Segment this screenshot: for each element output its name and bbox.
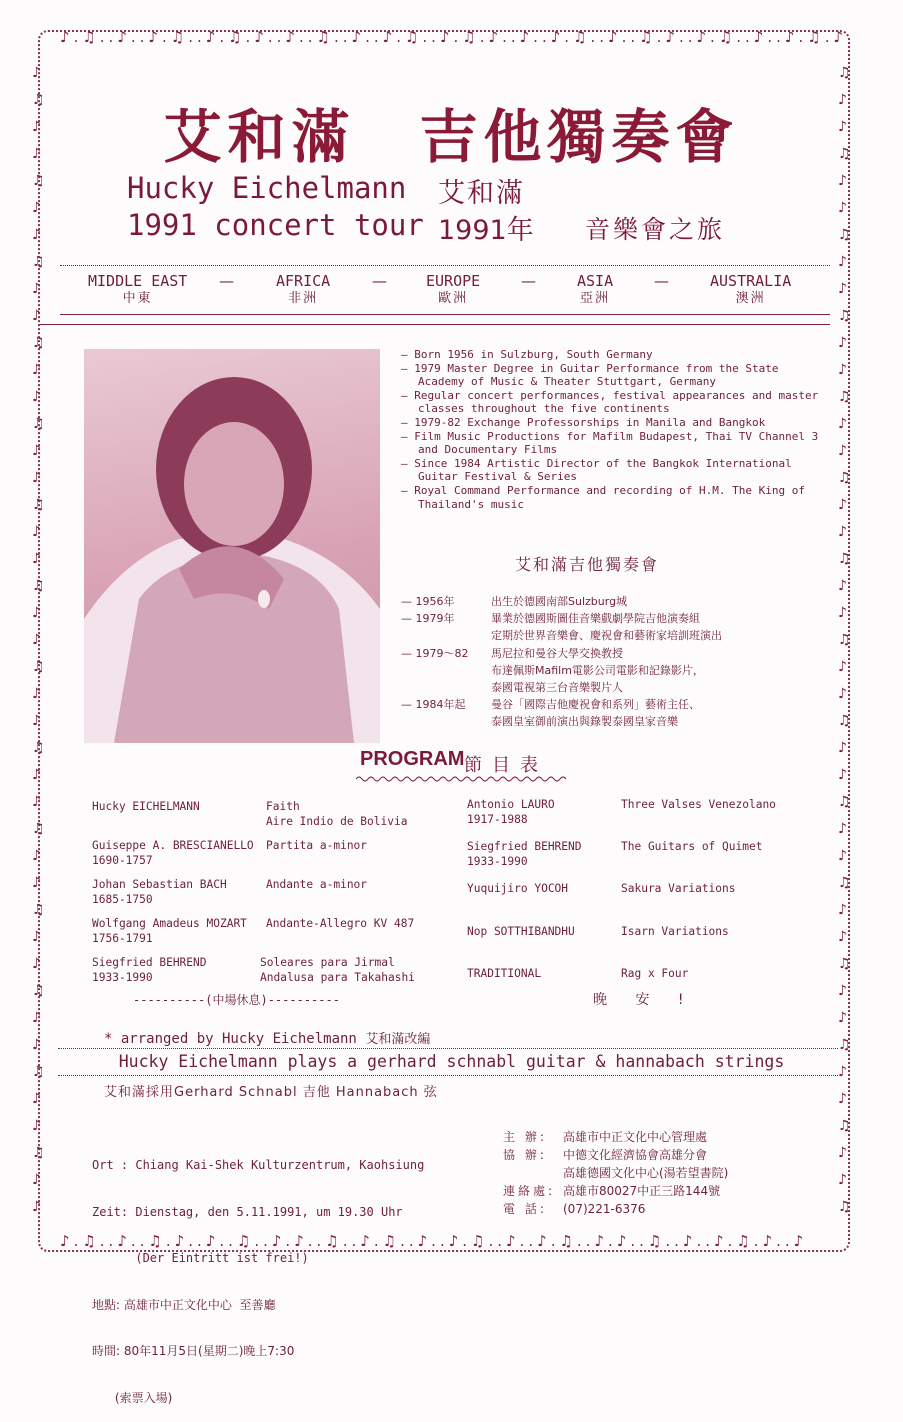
bio-zh-text: 布達佩斯Mafilm電影公司電影和記錄影片， — [491, 663, 704, 677]
divider — [58, 1075, 838, 1076]
artist-photo — [84, 349, 380, 743]
program-heading-zh: 節目表 — [464, 755, 548, 776]
organizer-value: 高雄德國文化中心(湯若望書院) — [563, 1166, 729, 1180]
program-piece: Soleares para Jirmal Andalusa para Takahashi — [260, 956, 415, 984]
music-notes-bottom-border: ♪.♫..♪..♫.♪..♪..♫..♪.♪..♫..♪.♫..♪..♪.♫..♪..♪.♫..♪.♪..♫..♪..♪.♫.♪..♪ — [60, 1232, 808, 1250]
region-separator: — — [219, 272, 234, 290]
organizer-key: 連絡處: — [503, 1184, 556, 1198]
program-composer: Hucky EICHELMANN — [92, 800, 200, 813]
bio-zh-year — [401, 662, 491, 679]
venue-info — [92, 1127, 424, 1422]
region-label: AUSTRALIA — [710, 272, 792, 290]
organizer-key: 協 辦: — [503, 1148, 547, 1162]
region-separator: — — [372, 272, 387, 290]
bio-zh-text: 曼谷「國際吉他慶祝會和系列」藝術主任、 — [491, 698, 700, 712]
program-piece: Rag x Four — [621, 967, 689, 980]
wavy-underline — [356, 775, 568, 783]
bio-zh-text: 出生於德國南部Sulzburg城 — [491, 595, 628, 608]
arranged-note — [104, 1028, 430, 1047]
page-title: 艾和滿 吉他獨奏會 — [163, 103, 740, 171]
region-separator: — — [521, 272, 536, 290]
organizer-value: (07)221-6376 — [563, 1202, 646, 1216]
bio-zh-year — [401, 627, 491, 644]
guitar-sponsor-line-zh: 艾和滿採用Gerhard Schnabl 吉他 Hannabach 弦 — [104, 1085, 438, 1100]
arranged-note-zh: 艾和滿改編 — [365, 1032, 431, 1047]
bio-item: — Regular concert performances, festival appearances and master classes throughout the five continents — [401, 388, 819, 416]
zh-recital-title: 艾和滿吉他獨奏會 — [515, 555, 660, 574]
guitar-sponsor-line: Hucky Eichelmann plays a gerhard schnabl guitar & hannabach strings — [118, 1052, 785, 1071]
organizer-key: 主 辦: — [503, 1130, 547, 1144]
tour-en-line2: 1991 concert tour — [127, 208, 424, 242]
bio-zh-year: — 1984年起 — [401, 698, 466, 712]
program-piece: Andante-Allegro KV 487 — [266, 917, 415, 930]
organizer-key — [503, 1164, 563, 1182]
region-label: AFRICA — [276, 272, 331, 290]
bio-item: — Since 1984 Artistic Director of the Bangkok International Guitar Festival & Series — [401, 456, 792, 484]
program-composer: Wolfgang Amadeus MOZART 1756-1791 — [92, 917, 247, 945]
bio-zh-item — [401, 645, 722, 662]
music-notes-right-border: ♫ ♪ ♪ ♫ ♪ ♪ ♫ ♪ ♪ ♫ ♪ ♪ ♫ ♪ ♪ ♫ ♪ ♪ ♫ ♪ ♪ ♫ ♪ ♪ ♫ ♪ ♪ ♫ ♪ ♪ ♫ ♪ ♪ ♫ ♪ ♪ ♫ ♪ ♪ ♫ ♪ ♪ ♫ — [838, 65, 851, 1215]
region-label: ASIA — [577, 272, 614, 290]
arranged-note-en: * arranged by Hucky Eichelmann — [104, 1031, 357, 1047]
region-label: MIDDLE EAST — [88, 272, 188, 290]
organizer-row — [503, 1146, 728, 1164]
region-label: EUROPE — [426, 272, 481, 290]
region-middle-east — [88, 272, 187, 308]
intermission-label: ----------(中場休息)---------- — [133, 993, 340, 1007]
bio-zh-item — [401, 627, 722, 644]
organizer-key: 電 話: — [503, 1202, 547, 1216]
bio-item: — Film Music Productions for Mafilm Budapest, Thai TV Channel 3 and Documentary Films — [401, 429, 819, 457]
program-heading: PROGRAM — [360, 748, 465, 770]
divider — [60, 265, 830, 266]
region-australia — [710, 272, 791, 308]
bio-zh-text: 馬尼拉和曼谷大學交換教授 — [491, 646, 623, 660]
program-composer: Yuquijiro YOCOH — [467, 882, 569, 895]
bio-item: — 1979 Master Degree in Guitar Performance from the State Academy of Music & Theater Stuttgart, Germany — [401, 361, 779, 389]
program-composer: TRADITIONAL — [467, 967, 542, 980]
region-africa — [276, 272, 330, 308]
program-composer: Nop SOTTHIBANDHU — [467, 925, 575, 938]
tour-title-en — [127, 170, 424, 244]
bio-item: — Royal Command Performance and recording of H.M. The King of Thailand's music — [401, 483, 805, 511]
program-piece: Three Valses Venezolano — [621, 798, 776, 811]
region-label-zh: 中東 — [122, 291, 153, 306]
venue-line: (Der Eintritt ist frei!) — [92, 1251, 309, 1265]
region-label-zh: 非洲 — [288, 291, 319, 306]
bio-zh-item — [401, 593, 722, 610]
bio-zh-item — [401, 662, 722, 679]
region-label-zh: 亞洲 — [580, 291, 611, 306]
tour-zh-year: 1991年 — [438, 215, 534, 246]
tour-en-line1: Hucky Eichelmann — [127, 171, 407, 205]
venue-line: Zeit: Dienstag, den 5.11.1991, um 19.30 Uhr — [92, 1204, 403, 1219]
bio-zh-text: 泰國皇室御前演出與錄製泰國皇家音樂 — [491, 715, 678, 729]
bio-zh-year — [401, 679, 491, 696]
bio-zh-year: — 1979年 — [401, 612, 455, 626]
venue-line: 地點: 高雄市中正文化中心 至善廳 — [92, 1297, 276, 1312]
program-piece: Partita a-minor — [266, 839, 368, 852]
music-notes-top-border: ♪.♫..♪..♪.♫..♪.♫.♪..♪..♫..♪..♪.♫..♪.♫.♪..♪..♪.♫..♪..♫.♪..♪.♫..♪..♪.♫.♪ — [60, 28, 848, 46]
organizer-row — [503, 1164, 728, 1182]
bio-zh-year — [401, 713, 491, 730]
program-composer: Guiseppe A. BRESCIANELLO 1690-1757 — [92, 839, 254, 867]
region-asia — [577, 272, 613, 308]
divider — [60, 314, 830, 315]
organizers — [503, 1128, 728, 1218]
region-label-zh: 澳洲 — [735, 291, 766, 306]
tour-zh-title: 音樂會之旅 — [585, 215, 726, 244]
region-europe — [426, 272, 480, 308]
bio-zh-text: 畢業於德國斯圖佳音樂戲劇學院吉他演奏組 — [491, 612, 700, 626]
organizer-row — [503, 1200, 728, 1218]
bio-list-en — [401, 348, 831, 511]
artist-photo-art — [84, 349, 380, 743]
region-separator: — — [654, 272, 669, 290]
bio-list-zh — [401, 593, 722, 731]
bio-item: — 1979-82 Exchange Professorships in Manila and Bangkok — [401, 415, 766, 429]
goodnight-label: 晚 安 ! — [593, 992, 696, 1008]
program-piece: The Guitars of Quimet — [621, 840, 763, 853]
bio-zh-text: 定期於世界音樂會、慶祝會和藝術家培訓班演出 — [491, 629, 722, 643]
divider — [58, 1048, 838, 1049]
divider — [40, 324, 830, 325]
bio-zh-year: — 1956年 — [401, 595, 455, 608]
organizer-row — [503, 1182, 728, 1200]
organizer-value: 高雄市中正文化中心管理處 — [563, 1130, 708, 1144]
program-composer: Siegfried BEHREND 1933-1990 — [467, 840, 582, 868]
venue-line: (索票入場) — [92, 1390, 173, 1405]
bio-zh-item — [401, 713, 722, 730]
program-composer: Siegfried BEHREND 1933-1990 — [92, 956, 207, 984]
venue-line: 時間: 80年11月5日(星期二)晚上7:30 — [92, 1344, 295, 1358]
program-piece: Faith Aire Indio de Bolivia — [266, 800, 408, 828]
program-piece: Sakura Variations — [621, 882, 736, 895]
organizer-value: 高雄市80027中正三路144號 — [563, 1184, 721, 1198]
program-composer: Antonio LAURO 1917-1988 — [467, 798, 555, 826]
bio-zh-text: 泰國電視第三台音樂製片人 — [491, 681, 623, 695]
program-piece: Andante a-minor — [266, 878, 368, 891]
region-label-zh: 歐洲 — [438, 291, 469, 306]
program-piece: Isarn Variations — [621, 925, 729, 938]
organizer-value: 中德文化經濟協會高雄分會 — [563, 1148, 708, 1162]
tour-zh-name: 艾和滿 — [438, 178, 525, 209]
organizer-row — [503, 1128, 728, 1146]
program-composer: Johan Sebastian BACH 1685-1750 — [92, 878, 227, 906]
bio-zh-item — [401, 610, 722, 627]
bio-zh-item — [401, 696, 722, 713]
bio-item: — Born 1956 in Sulzburg, South Germany — [401, 348, 653, 361]
bio-zh-item — [401, 679, 722, 696]
venue-line: Ort : Chiang Kai-Shek Kulturzentrum, Kaohsiung — [92, 1158, 425, 1172]
music-notes-left-border: ♪ ♫ ♪ ♪ ♫ ♪ ♪ ♫ ♪ ♪ ♫ ♪ ♪ ♫ ♪ ♪ ♫ ♪ ♪ ♫ ♪ ♪ ♫ ♪ ♪ ♫ ♪ ♪ ♫ ♪ ♪ ♫ ♪ ♪ ♫ ♪ ♪ ♫ ♪ ♪ ♫ ♪ ♪ — [32, 65, 45, 1215]
bio-zh-year: — 1979～82 — [401, 646, 469, 660]
